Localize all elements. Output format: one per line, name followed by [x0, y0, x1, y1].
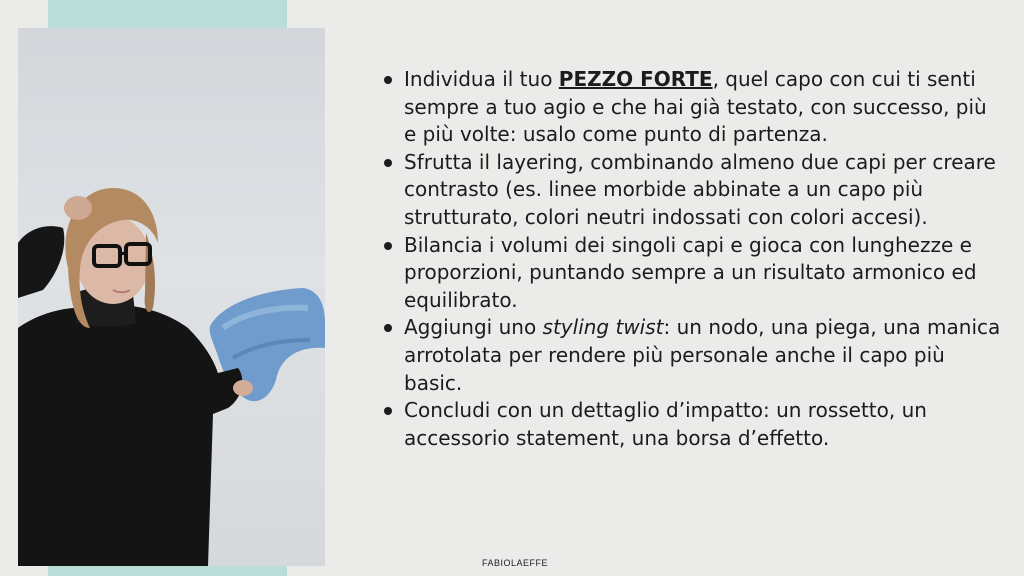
- list-item: [381, 397, 1001, 452]
- bullet-text: Bilancia i volumi dei singoli capi e gioca con lunghezze e proporzioni, puntando sempre a un risultato armonico ed equilibrato.: [404, 232, 977, 312]
- italic-text: styling twist: [542, 315, 664, 340]
- portrait-photo: [18, 28, 325, 566]
- bullet-text: , quel capo con cui ti senti sempre a tuo agio e che hai già testato, con successo, più e più volte: usalo come punto di partenza.: [404, 67, 987, 147]
- highlight-link[interactable]: PEZZO FORTE: [558, 67, 713, 91]
- bullet-text: Individua il tuo: [404, 67, 559, 91]
- accent-bar-bottom: [48, 566, 287, 576]
- tips-text-block: [381, 66, 1001, 452]
- list-item: [381, 149, 1001, 232]
- tips-list: [381, 66, 1001, 452]
- list-item: [381, 314, 1001, 397]
- bullet-text: : un nodo, una piega, una manica arrotolata per rendere più personale anche il capo più basic.: [404, 315, 1001, 395]
- list-item: [381, 66, 1001, 149]
- list-item: [381, 232, 1001, 315]
- bullet-text: Concludi con un dettaglio d’impatto: un rossetto, un accessorio statement, una borsa d’effetto.: [404, 398, 927, 450]
- bullet-text: Aggiungi uno: [404, 315, 543, 340]
- bullet-text: Sfrutta il layering, combinando almeno due capi per creare contrasto (es. linee morbide abbinate a un capo più strutturato, colori neutri indossati con colori accesi).: [404, 149, 996, 229]
- footer-brand: FABIOLAEFFE: [482, 558, 549, 568]
- accent-bar-top: [48, 0, 287, 30]
